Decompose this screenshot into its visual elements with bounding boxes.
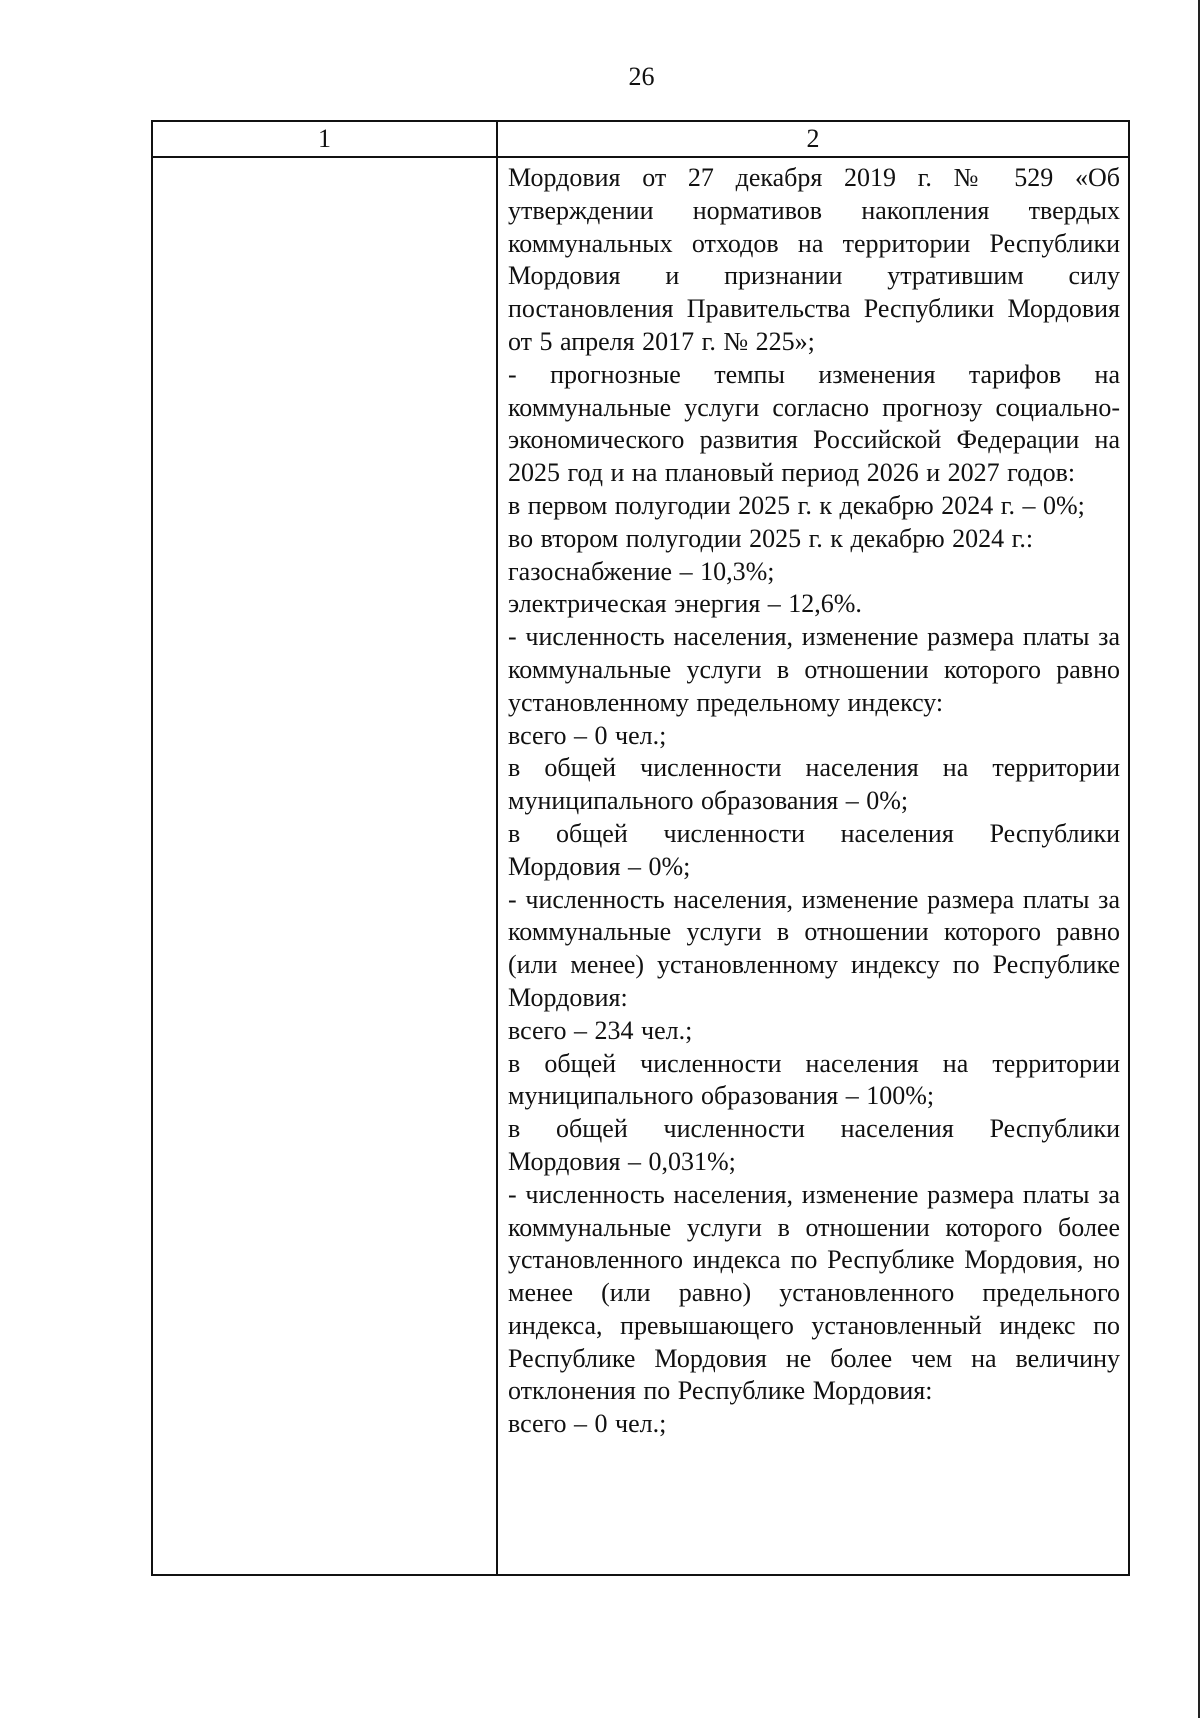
column-header-2: 2 bbox=[497, 121, 1129, 157]
paragraph: всего – 234 чел.; bbox=[508, 1015, 693, 1045]
paragraph: - численность населения, изменение размера платы за коммунальные услуги в отношении которого более установленного индекса по Республике Мордовия, но менее (или равно) установленного предельного индекса, превышающего установленный индекс по Республике Мордовия не более чем на величину отклонения по Республике Мордовия: bbox=[508, 1179, 1120, 1406]
paragraph: в общей численности населения Республики Мордовия – 0,031%; bbox=[508, 1114, 1120, 1176]
paragraph: в общей численности населения на территории муниципального образования – 100%; bbox=[508, 1048, 1120, 1111]
paragraph: - численность населения, изменение размера платы за коммунальные услуги в отношении которого равно (или менее) установленному индексу по Республике Мордовия: bbox=[508, 884, 1120, 1012]
paragraph: - численность населения, изменение размера платы за коммунальные услуги в отношении которого равно установленному предельному индексу: bbox=[508, 622, 1120, 717]
paragraph: электрическая энергия – 12,6%. bbox=[508, 589, 862, 619]
paragraph: в первом полугодии 2025 г. к декабрю 2024 г. – 0%; bbox=[508, 490, 1085, 520]
paragraph: всего – 0 чел.; bbox=[508, 720, 667, 750]
column-header-1: 1 bbox=[152, 121, 497, 157]
table-cell-column-2 bbox=[497, 157, 1129, 1575]
page-number: 26 bbox=[628, 62, 655, 91]
document-table bbox=[151, 120, 1130, 1576]
table-cell-column-1 bbox=[152, 157, 497, 1575]
table-header-row bbox=[152, 121, 1129, 157]
paragraph: в общей численности населения на территории муниципального образования – 0%; bbox=[508, 753, 1120, 816]
table-row bbox=[152, 157, 1129, 1575]
paragraph: Мордовия от 27 декабря 2019 г. № 529 «Об утверждении нормативов накопления твердых коммунальных отходов на территории Республики Мордовия и признании утратившим силу постановления Правительства Республики Мордовия от 5 апреля 2017 г. № 225»; bbox=[508, 163, 1120, 356]
paragraph: во втором полугодии 2025 г. к декабрю 2024 г.: bbox=[508, 523, 1034, 553]
paragraph: в общей численности населения Республики Мордовия – 0%; bbox=[508, 818, 1120, 881]
paragraph: всего – 0 чел.; bbox=[508, 1409, 667, 1439]
paragraph: - прогнозные темпы изменения тарифов на коммунальные услуги согласно прогнозу социально-экономического развития Российской Федерации на 2025 год и на плановый период 2026 и 2027 годов: bbox=[508, 359, 1120, 488]
paragraph: газоснабжение – 10,3%; bbox=[508, 556, 775, 586]
